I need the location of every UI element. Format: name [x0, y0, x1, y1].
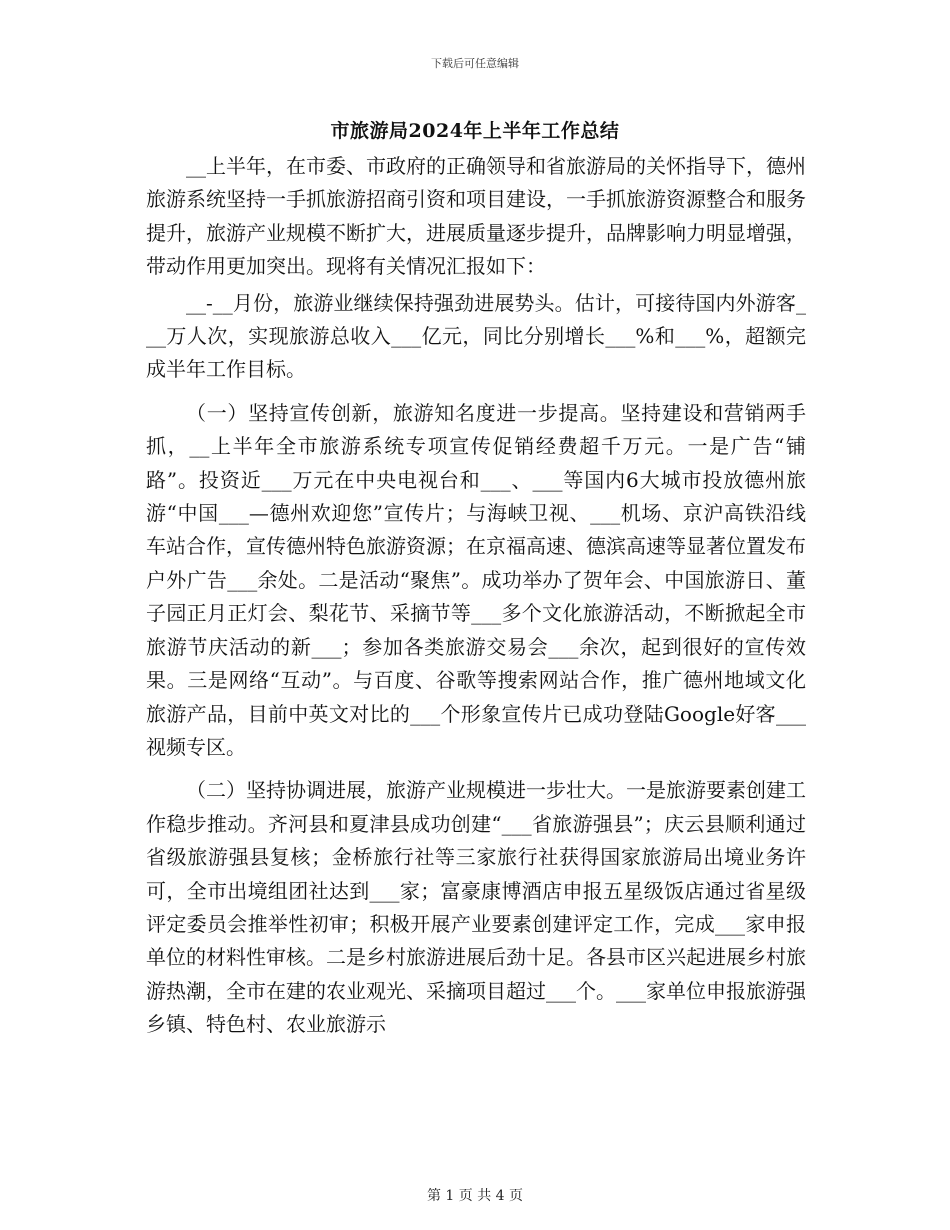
paragraph-section-1: （一）坚持宣传创新，旅游知名度进一步提高。坚持建设和营销两手抓，__上半年全市旅游系统专项宣传促销经费超千万元。一是广告“铺路”。投资近___万元在中央电视台和___、___等国内6大城市投放德州旅游“中国___—德州欢迎您”宣传片；与海峡卫视、___机场、京沪高铁沿线车站合作，宣传德州特色旅游资源；在京福高速、德滨高速等显著位置发布户外广告___余处。二是活动“聚焦”。成功举办了贺年会、中国旅游日、董子园正月正灯会、梨花节、采摘节等___多个文化旅游活动，不断掀起全市旅游节庆活动的新___；参加各类旅游交易会___余次，起到很好的宣传效果。三是网络“互动”。与百度、谷歌等搜索网站合作，推广德州地域文化旅游产品，目前中英文对比的___个形象宣传片已成功登陆Google好客___视频专区。	[146, 400, 806, 759]
header-note: 下载后可任意编辑	[431, 57, 519, 70]
paragraph-intro: __上半年，在市委、市政府的正确领导和省旅游局的关怀指导下，德州旅游系统坚持一手抓旅游招商引资和项目建设，一手抓旅游资源整合和服务提升，旅游产业规模不断扩大，进展质量逐步提升，品牌影响力明显增强，带动作用更加突出。现将有关情况汇报如下：	[146, 154, 806, 279]
paragraph-overview: __-__月份，旅游业继续保持强劲进展势头。估计，可接待国内外游客___万人次，实现旅游总收入___亿元，同比分别增长___%和___%，超额完成半年工作目标。	[146, 290, 806, 382]
document-title: 市旅游局2024年上半年工作总结	[330, 120, 620, 142]
page-number: 第 1 页 共 4 页	[426, 1188, 524, 1204]
paragraph-section-2: （二）坚持协调进展，旅游产业规模进一步壮大。一是旅游要素创建工作稳步推动。齐河县和夏津县成功创建“___省旅游强县”；庆云县顺利通过省级旅游强县复核；金桥旅行社等三家旅行社获得国家旅游局出境业务许可，全市出境组团社达到___家；富豪康博酒店申报五星级饭店通过省星级评定委员会推举性初审；积极开展产业要素创建评定工作，完成___家申报单位的材料性审核。二是乡村旅游进展后劲十足。各县市区兴起进展乡村旅游热潮，全市在建的农业观光、采摘项目超过___个。___家单位申报旅游强乡镇、特色村、农业旅游示	[146, 778, 806, 1037]
document-body	[146, 150, 806, 1042]
